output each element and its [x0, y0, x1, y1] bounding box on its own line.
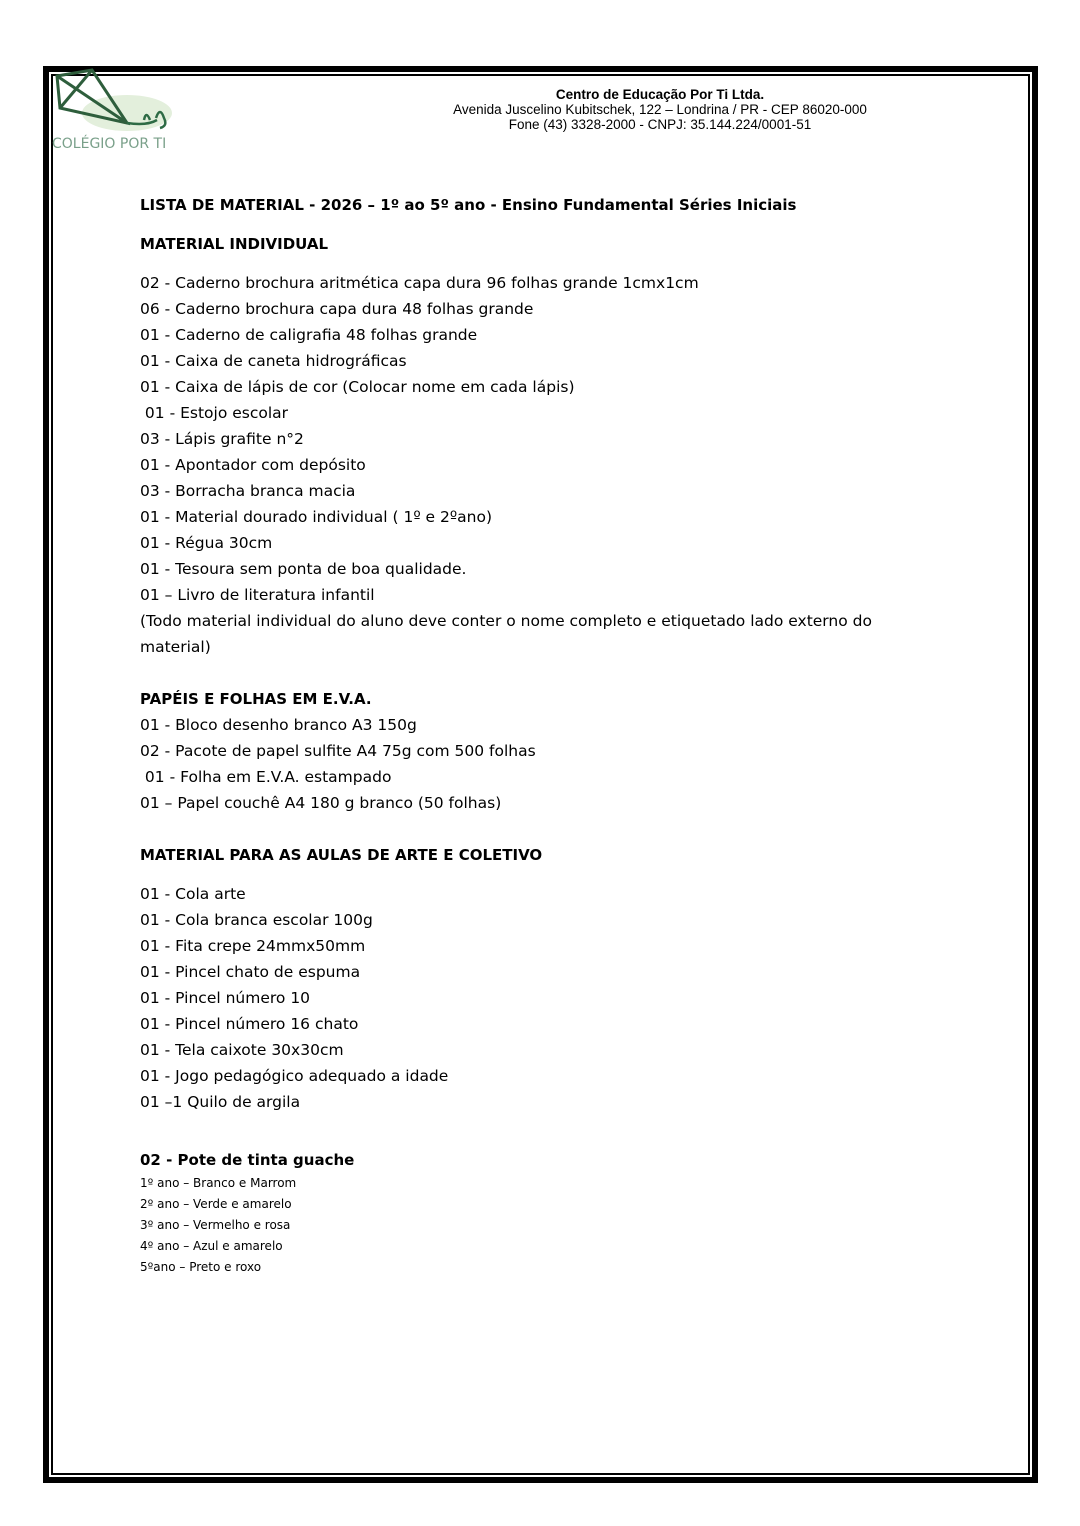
list-item: 3º ano – Vermelho e rosa: [140, 1218, 291, 1232]
list-item: 4º ano – Azul e amarelo: [140, 1239, 283, 1253]
list-item: 02 - Caderno brochura aritmética capa dura 96 folhas grande 1cmx1cm: [140, 274, 699, 292]
logo-text: COLÉGIO POR TI: [52, 136, 167, 152]
list-item: 01 - Régua 30cm: [140, 534, 273, 552]
list-item: 03 - Lápis grafite n°2: [140, 430, 304, 448]
list-item: 01 - Material dourado individual ( 1º e 2ºano): [140, 508, 493, 526]
section-heading-individual: MATERIAL INDIVIDUAL: [140, 235, 329, 253]
school-name: Centro de Educação Por Ti Ltda.: [555, 87, 765, 102]
list-item: 01 - Cola branca escolar 100g: [140, 911, 373, 929]
material-list: [140, 192, 940, 1278]
list-item: 06 - Caderno brochura capa dura 48 folhas grande: [140, 300, 534, 318]
school-contact: Fone (43) 3328-2000 - CNPJ: 35.144.224/0001-51: [508, 117, 812, 132]
list-item: 01 - Pincel chato de espuma: [140, 963, 361, 981]
list-item: 01 - Estojo escolar: [140, 404, 289, 422]
list-item: 01 - Tela caixote 30x30cm: [140, 1041, 344, 1059]
list-item: 02 - Pacote de papel sulfite A4 75g com 500 folhas: [140, 742, 536, 760]
list-item: 1º ano – Branco e Marrom: [140, 1176, 297, 1190]
list-title: LISTA DE MATERIAL - 2026 – 1º ao 5º ano - Ensino Fundamental Séries Iniciais: [140, 196, 797, 214]
list-item: 01 – Papel couchê A4 180 g branco (50 folhas): [140, 794, 502, 812]
school-logo: [52, 68, 182, 158]
list-item: 01 - Cola arte: [140, 885, 246, 903]
list-item: 01 - Pincel número 16 chato: [140, 1015, 359, 1033]
list-item: 01 - Caixa de caneta hidrográficas: [140, 352, 407, 370]
list-item: 01 – Livro de literatura infantil: [140, 586, 375, 604]
list-item: 5ºano – Preto e roxo: [140, 1260, 262, 1274]
school-header: [380, 87, 940, 132]
list-item: 01 - Folha em E.V.A. estampado: [140, 768, 392, 786]
list-item: 01 - Tesoura sem ponta de boa qualidade.: [140, 560, 467, 578]
individual-note: (Todo material individual do aluno deve conter o nome completo e etiquetado lado externo do material): [140, 612, 872, 656]
list-item: 2º ano – Verde e amarelo: [140, 1197, 292, 1211]
list-item: 03 - Borracha branca macia: [140, 482, 356, 500]
section-heading-paint: 02 - Pote de tinta guache: [140, 1151, 355, 1169]
section-heading-papers: PAPÉIS E FOLHAS EM E.V.A.: [140, 690, 372, 708]
list-item: 01 - Pincel número 10: [140, 989, 311, 1007]
list-item: 01 - Bloco desenho branco A3 150g: [140, 716, 417, 734]
list-item: 01 –1 Quilo de argila: [140, 1093, 301, 1111]
list-item: 01 - Caderno de caligrafia 48 folhas grande: [140, 326, 478, 344]
section-heading-art: MATERIAL PARA AS AULAS DE ARTE E COLETIVO: [140, 846, 543, 864]
list-item: 01 - Caixa de lápis de cor (Colocar nome em cada lápis): [140, 378, 575, 396]
school-address: Avenida Juscelino Kubitschek, 122 – Londrina / PR - CEP 86020-000: [453, 102, 867, 117]
list-item: 01 - Jogo pedagógico adequado a idade: [140, 1067, 449, 1085]
list-item: 01 - Fita crepe 24mmx50mm: [140, 937, 366, 955]
list-item: 01 - Apontador com depósito: [140, 456, 366, 474]
